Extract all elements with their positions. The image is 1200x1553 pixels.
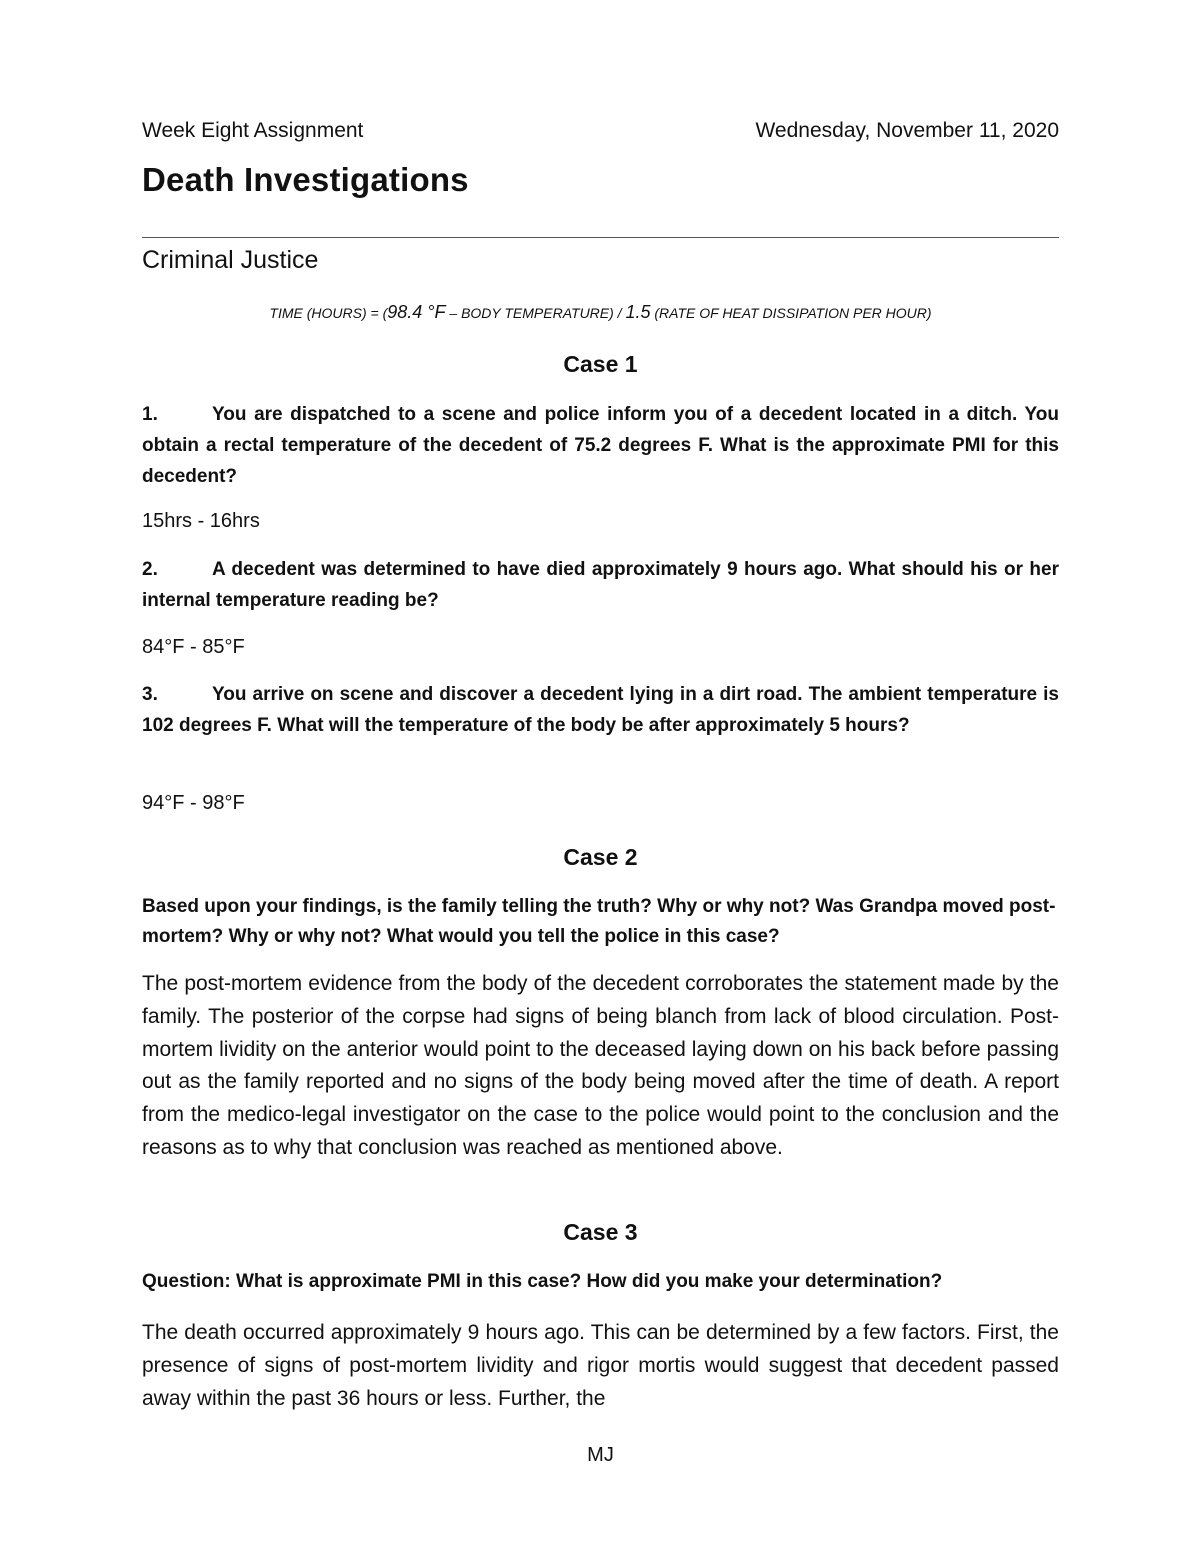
formula-part-time: TIME (HOURS) = ( xyxy=(269,305,388,321)
case-2-answer: The post-mortem evidence from the body of the decedent corroborates the statement made by the family. The posterior of the corpse had signs of being blanch from lack of blood circulation. Post-mortem lividity on the anterior would point to the deceased laying down on his back before passing out as the family reported and no signs of the body being moved after the time of death. A report from the medico-legal investigator on the case to the police would point to the conclusion and the reasons as to why that conclusion was reached as mentioned above. xyxy=(142,972,1059,1159)
formula-normal-temp: 98.4 °F xyxy=(387,302,446,322)
question-text: You arrive on scene and discover a decedent lying in a dirt road. The ambient temperature is 102 degrees F. What will the temperature of the body be after approximately 5 hours? xyxy=(142,684,1059,736)
case-3-question: Question: What is approximate PMI in this case? How did you make your determination? xyxy=(142,1271,943,1292)
case-2-question: Based upon your findings, is the family telling the truth? Why or why not? Was Grandpa moved post-mortem? Why or why not? What would you tell the police in this case? xyxy=(142,896,1056,947)
question-number: 2. xyxy=(142,559,158,580)
formula-part-rate-label: (RATE OF HEAT DISSIPATION PER HOUR) xyxy=(650,305,932,321)
case-3-answer: The death occurred approximately 9 hours ago. This can be determined by a few factors. First, the presence of signs of post-mortem lividity and rigor mortis would suggest that decedent passed away within the past 36 hours or less. Further, the xyxy=(142,1321,1059,1410)
title-divider xyxy=(142,237,1059,238)
question-text: You are dispatched to a scene and police inform you of a decedent located in a ditch. You obtain a rectal temperature of the decedent of 75.2 degrees F. What is the approximate PMI for this decedent? xyxy=(142,404,1059,487)
document-date: Wednesday, November 11, 2020 xyxy=(755,119,1059,142)
case-1-answer-1: 15hrs - 16hrs xyxy=(142,510,260,532)
case-2-heading: Case 2 xyxy=(563,844,638,870)
case-3-heading: Case 3 xyxy=(563,1219,638,1245)
formula-rate: 1.5 xyxy=(625,302,651,322)
case-1-question-1 xyxy=(142,399,1059,492)
question-number: 3. xyxy=(142,684,158,705)
case-1-heading: Case 1 xyxy=(563,351,638,377)
header-row xyxy=(142,117,1059,145)
formula-part-body-temp: – BODY TEMPERATURE) / xyxy=(445,305,626,321)
case-1-question-2 xyxy=(142,554,1059,616)
question-number: 1. xyxy=(142,404,158,425)
case-1-answer-2: 84°F - 85°F xyxy=(142,636,245,658)
question-text: A decedent was determined to have died approximately 9 hours ago. What should his or her internal temperature reading be? xyxy=(142,559,1059,611)
assignment-label: Week Eight Assignment xyxy=(142,119,364,142)
case-1-question-3 xyxy=(142,679,1059,741)
course-subtitle: Criminal Justice xyxy=(142,246,319,274)
page-title: Death Investigations xyxy=(142,161,469,198)
case-1-answer-3: 94°F - 98°F xyxy=(142,792,245,814)
pmi-formula xyxy=(142,299,1059,326)
document-page xyxy=(142,0,1059,1553)
page-footer-initials: MJ xyxy=(587,1444,614,1466)
